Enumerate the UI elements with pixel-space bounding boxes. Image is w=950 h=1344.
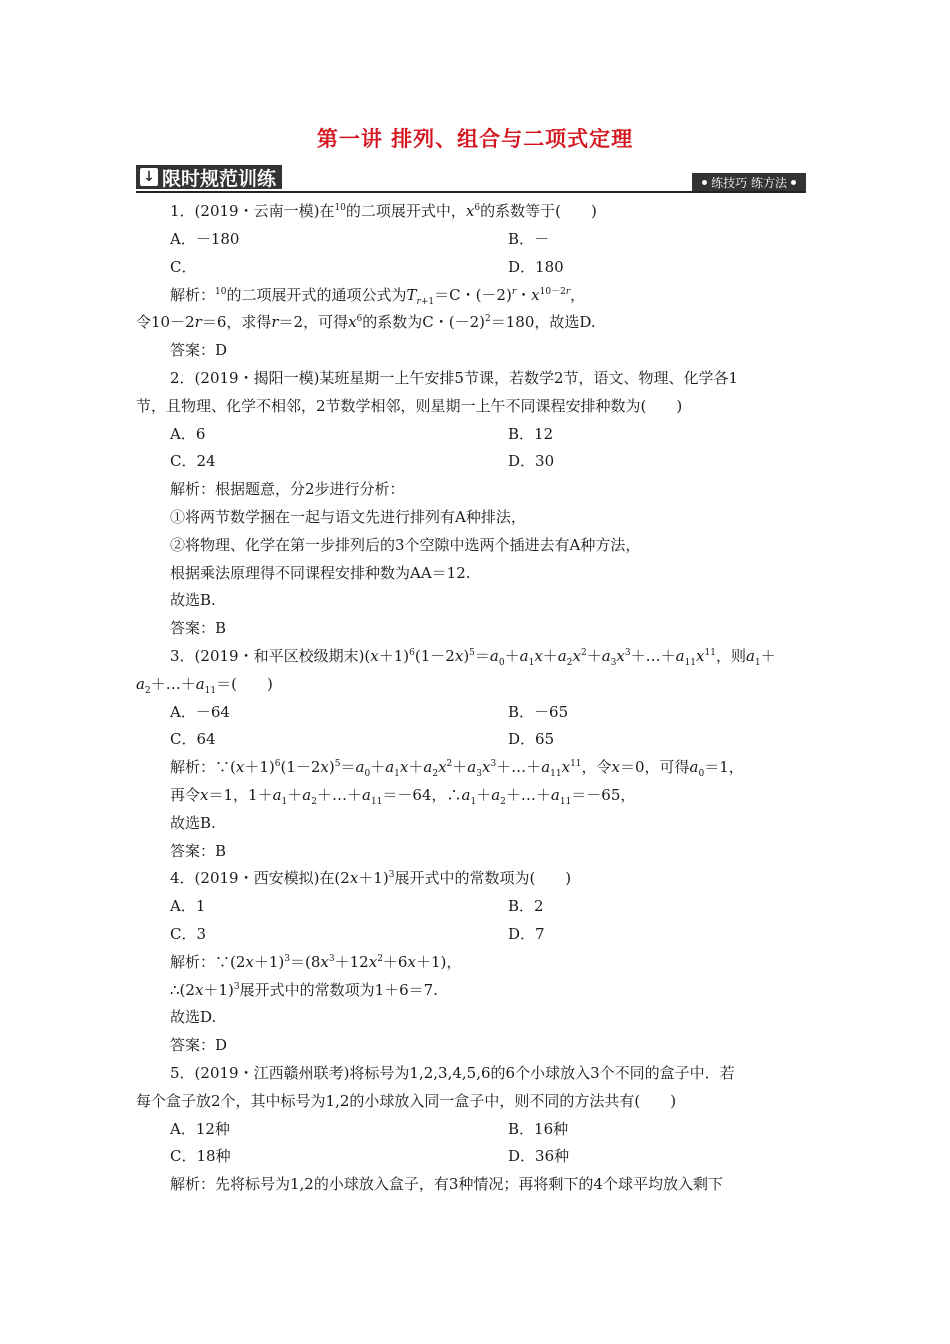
option-c: C．3 (170, 925, 207, 943)
option-b: B．12 (508, 425, 554, 443)
option-d: D．7 (508, 925, 545, 943)
option-c: C． (170, 258, 197, 276)
question-4: 4．(2019・西安模拟)在$(2x+1)^3$展开式中的常数项为( ) (170, 869, 572, 887)
option-d: D．65 (508, 730, 555, 748)
option-b: B．－ (508, 230, 550, 248)
solution-line: 解析：根据题意，分2步进行分析： (170, 480, 405, 498)
option-a: A．－180 (170, 230, 240, 248)
question-3-cont: $a_2+\dots+a_{11}=$( ) (136, 675, 273, 696)
answer-line: 答案：D (170, 341, 228, 359)
option-a: A．1 (170, 897, 206, 915)
option-c: C．24 (170, 452, 216, 470)
down-arrow-icon: ↓ (140, 168, 158, 186)
option-a: A．12种 (170, 1120, 230, 1138)
banner-left-label (136, 165, 282, 189)
option-d: D．30 (508, 452, 555, 470)
section-banner (136, 163, 806, 193)
solution-line: 解析：$\because(x+1)^6(1-2x)^5=a_0+a_1x+a_2x^2+a_3x^3+\dots+a_{11}x^{11}$，令x＝0，可得$a_0=1$， (170, 758, 744, 779)
page-title: 第一讲 排列、组合与二项式定理 (316, 127, 634, 151)
solution-line: 解析：先将标号为1,2的小球放入盒子，有3种情况；再将剩下的4个球平均放入剩下 (170, 1175, 723, 1193)
solution-line: 根据乘法原理得不同课程安排种数为AA＝12. (170, 564, 471, 582)
question-5-cont: 每个盒子放2个，其中标号为1,2的小球放入同一盒子中，则不同的方法共有( ) (136, 1092, 677, 1110)
question-2: 2．(2019・揭阳一模)某班星期一上午安排5节课，若数学2节，语文、物理、化学各1 (170, 369, 739, 387)
solution-line: 故选D. (170, 1008, 217, 1026)
option-b: B．－65 (508, 703, 569, 721)
option-d: D．180 (508, 258, 564, 276)
solution-line: 解析：$\because(2x+1)^3=(8x^3+12x^2+6x+1)$， (170, 953, 462, 971)
solution-line: 解析：$^{10}$的二项展开式的通项公式为$T_{r+1}=C$・$(-2)^r$・$x^{10-2r}$， (170, 286, 586, 307)
question-2-cont: 节，且物理、化学不相邻，2节数学相邻，则星期一上午不同课程安排种数为( ) (136, 397, 683, 415)
solution-line: 故选B. (170, 591, 216, 609)
solution-line: $\therefore(2x+1)^3$展开式中的常数项为1＋6＝7. (170, 981, 438, 999)
option-c: C．18种 (170, 1147, 231, 1165)
solution-line: ②将物理、化学在第一步排列后的3个空隙中选两个插进去有A种方法， (170, 536, 641, 554)
answer-line: 答案：B (170, 842, 227, 860)
answer-line: 答案：B (170, 619, 227, 637)
solution-line: ①将两节数学捆在一起与语文先进行排列有A种排法， (170, 508, 526, 526)
dot-icon (791, 180, 796, 185)
solution-line: 故选B. (170, 814, 216, 832)
option-d: D．36种 (508, 1147, 570, 1165)
option-a: A．－64 (170, 703, 230, 721)
option-c: C．64 (170, 730, 216, 748)
option-b: B．16种 (508, 1120, 569, 1138)
banner-rule (136, 191, 806, 193)
solution-line: 再令x＝1，$1+a_1+a_2+\dots+a_{11}=-64$，$\therefore a_1+a_2+\dots+a_{11}=-65$， (170, 786, 636, 807)
option-b: B．2 (508, 897, 544, 915)
banner-right-label (692, 173, 806, 191)
question-5: 5．(2019・江西赣州联考)将标号为1,2,3,4,5,6的6个小球放入3个不同的盒子中．若 (170, 1064, 735, 1082)
option-a: A．6 (170, 425, 206, 443)
solution-line: 令10－2r＝6，求得r＝2，可得$x^6$的系数为C・$(-2)^2=180$，故选D. (136, 313, 596, 331)
banner-right-text: 练技巧 练方法 (711, 175, 787, 190)
question-3: 3．(2019・和平区校级期末)$(x+1)^6(1-2x)^5=a_0+a_1x+a_2x^2+a_3x^3+\dots+a_{11}x^{11}$，则$a_1+$ (170, 647, 776, 668)
answer-line: 答案：D (170, 1036, 228, 1054)
dot-icon (702, 180, 707, 185)
banner-left-text: 限时规范训练 (162, 167, 277, 190)
question-1: 1．(2019・云南一模)在$^{10}$的二项展开式中，$x^6$的系数等于( ) (170, 202, 597, 220)
